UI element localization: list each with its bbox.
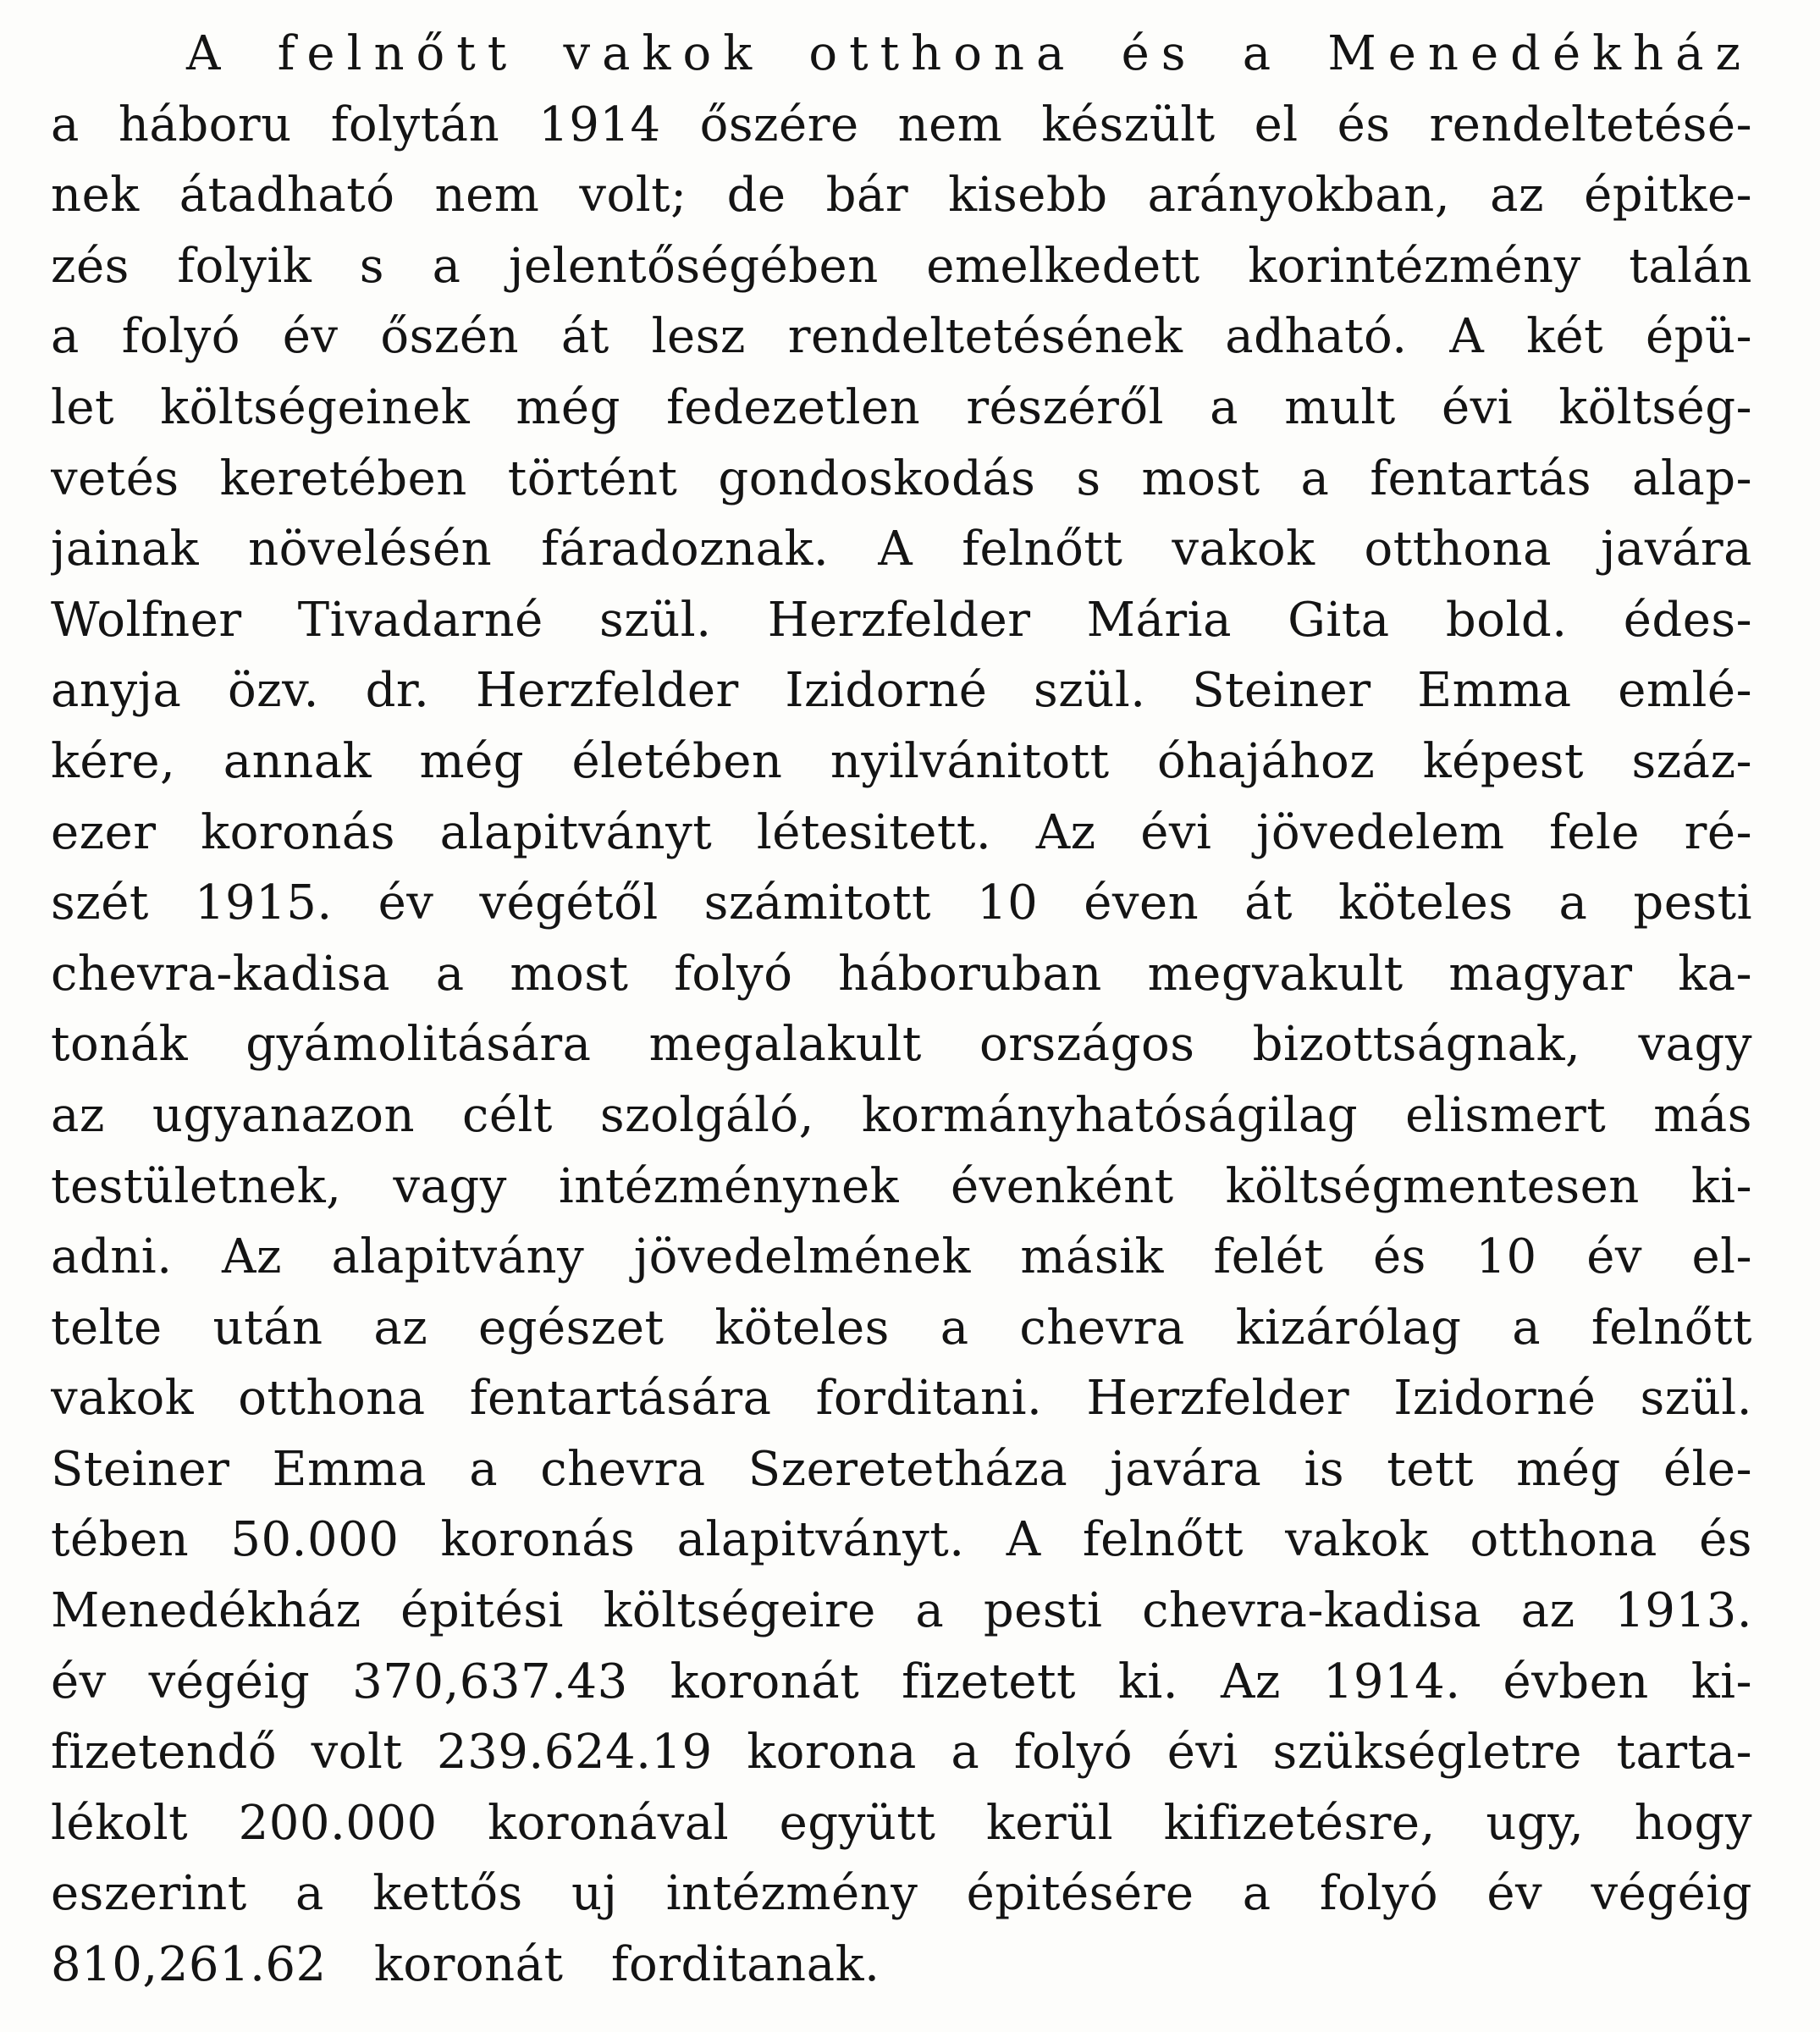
text-line: jainak növelésén fáradoznak. A felnőtt vakok otthona javára xyxy=(51,522,1752,577)
text-line: vetés keretében történt gondoskodás s most a fentartás alap- xyxy=(51,450,1752,506)
text-line: kére, annak még életében nyilvánitott óhajához képest száz- xyxy=(51,733,1752,789)
text-line: 810,261.62 koronát forditanak. xyxy=(51,1937,880,1993)
text-line: lékolt 200.000 koronával együtt kerül kifizetésre, ugy, hogy xyxy=(51,1795,1752,1851)
text-line: Steiner Emma a chevra Szeretetháza javára is tett még éle- xyxy=(51,1441,1752,1497)
text-line: szét 1915. év végétől számitott 10 éven át köteles a pesti xyxy=(51,875,1752,931)
text-line: Wolfner Tivadarné szül. Herzfelder Mária Gita bold. édes- xyxy=(51,592,1752,648)
paragraph xyxy=(51,19,1752,2001)
text-line: tonák gyámolitására megalakult országos bizottságnak, vagy xyxy=(51,1017,1752,1073)
text-line: tében 50.000 koronás alapitványt. A felnőtt vakok otthona és xyxy=(51,1512,1752,1568)
text-line: zés folyik s a jelentőségében emelkedett korintézmény talán xyxy=(51,238,1752,294)
text-line: chevra-kadisa a most folyó háboruban megvakult magyar ka- xyxy=(51,946,1752,1002)
text-line: adni. Az alapitvány jövedelmének másik felét és 10 év el- xyxy=(51,1229,1752,1285)
text-line: eszerint a kettős uj intézmény épitésére a folyó év végéig xyxy=(51,1866,1752,1922)
text-line: anyja özv. dr. Herzfelder Izidorné szül. Steiner Emma emlé- xyxy=(51,663,1752,719)
text-line: ezer koronás alapitványt létesitett. Az évi jövedelem fele ré- xyxy=(51,804,1752,860)
text-line: Menedékház épitési költségeire a pesti chevra-kadisa az 1913. xyxy=(51,1583,1752,1639)
text-line: fizetendő volt 239.624.19 korona a folyó évi szükségletre tarta- xyxy=(51,1725,1752,1781)
text-line: vakok otthona fentartására forditani. Herzfelder Izidorné szül. xyxy=(51,1371,1752,1427)
text-line: let költségeinek még fedezetlen részéről a mult évi költség- xyxy=(51,379,1752,435)
text-line: az ugyanazon célt szolgáló, kormányhatóságilag elismert más xyxy=(51,1087,1752,1143)
text-line: a folyó év őszén át lesz rendeltetésének adható. A két épü- xyxy=(51,309,1752,365)
text-line: a háboru folytán 1914 őszére nem készült el és rendeltetésé- xyxy=(51,97,1752,152)
text-line: telte után az egészet köteles a chevra kizárólag a felnőtt xyxy=(51,1300,1752,1356)
text-line: testületnek, vagy intézménynek évenként költségmentesen ki- xyxy=(51,1158,1752,1214)
text-line: év végéig 370,637.43 koronát fizetett ki. Az 1914. évben ki- xyxy=(51,1654,1752,1709)
text-line: nek átadható nem volt; de bár kisebb arányokban, az épitke- xyxy=(51,168,1752,224)
text-line: A felnőtt vakok otthona és a Menedékház xyxy=(186,26,1752,81)
